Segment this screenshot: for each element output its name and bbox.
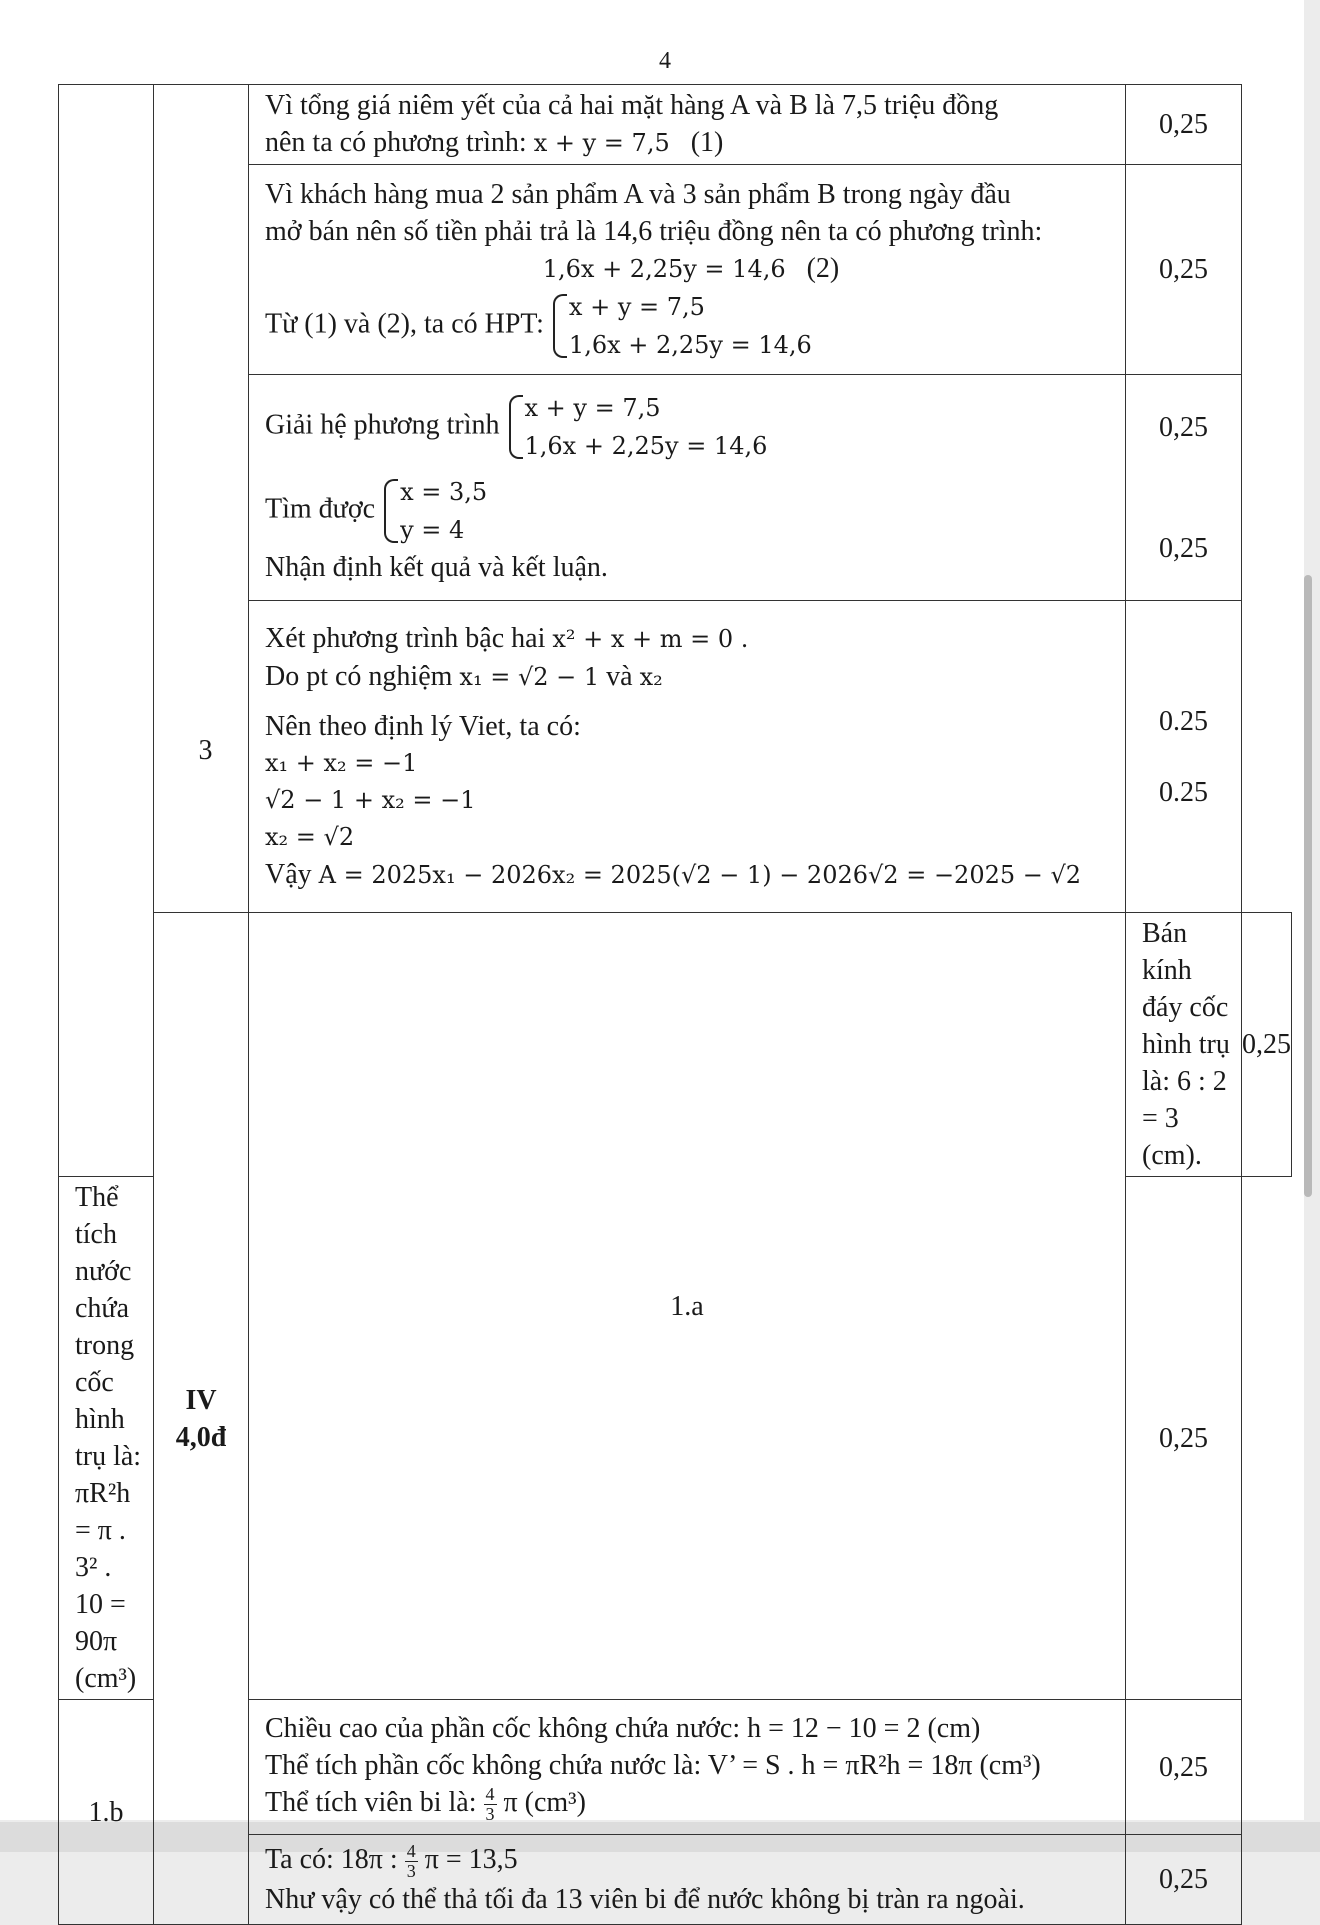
content-line: Thể tích phần cốc không chứa nước là: V’ = S . h = πR²h = 18π (cm³) bbox=[265, 1749, 1041, 1781]
text: Ta có: 18π : bbox=[265, 1843, 398, 1875]
fraction bbox=[405, 1842, 418, 1881]
equation: A = 2025x₁ − 2026x₂ = 2025(√2 − 1) − 2026√2 = −2025 − √2 bbox=[318, 860, 1082, 889]
question-cell bbox=[249, 913, 1126, 1700]
content-line bbox=[265, 389, 1117, 465]
text: Giải hệ phương trình bbox=[265, 409, 500, 441]
content-cell bbox=[59, 1177, 154, 1700]
score-cell bbox=[1126, 85, 1242, 165]
question-label: 1.b bbox=[88, 1796, 124, 1828]
content-line bbox=[265, 856, 1117, 894]
content-line bbox=[265, 124, 1117, 162]
text: π = 13,5 bbox=[424, 1843, 518, 1875]
equation: 1,6x + 2,25y = 14,6 bbox=[542, 254, 786, 283]
section-cell bbox=[154, 913, 249, 1925]
equation: x₂ bbox=[639, 662, 663, 691]
equation: x₁ + x₂ = −1 bbox=[265, 748, 418, 777]
score: 0,25 bbox=[1159, 1864, 1208, 1895]
answer-table bbox=[58, 84, 1292, 1925]
content-cell bbox=[249, 85, 1126, 165]
text: Tìm được bbox=[265, 493, 376, 525]
content-line bbox=[265, 288, 1117, 364]
text: Từ (1) và (2), ta có HPT: bbox=[265, 307, 544, 339]
content-line bbox=[265, 620, 1117, 658]
content-cell bbox=[249, 601, 1126, 913]
text: Vậy bbox=[265, 858, 312, 890]
equation-system bbox=[507, 389, 768, 465]
content-line: Nhận định kết quả và kết luận. bbox=[265, 552, 608, 583]
equation-system bbox=[382, 473, 487, 549]
score: 0,25 bbox=[1159, 1422, 1208, 1454]
score: 0,25 bbox=[1159, 109, 1208, 140]
equation: x₁ = √2 − 1 bbox=[459, 662, 600, 691]
question-cell bbox=[59, 1700, 154, 1925]
score: 0.25 bbox=[1159, 776, 1208, 808]
content-line: Vì tổng giá niêm yết của cả hai mặt hàng A và B là 7,5 triệu đồng bbox=[265, 90, 999, 121]
content-cell bbox=[1126, 913, 1242, 1177]
table-row bbox=[59, 85, 1292, 165]
equation: x² + x + m = 0 . bbox=[552, 624, 749, 653]
fraction-numerator: 4 bbox=[485, 1784, 495, 1805]
scrollbar-thumb[interactable] bbox=[1304, 575, 1312, 1197]
score: 0,25 bbox=[1242, 1029, 1291, 1060]
score-cell bbox=[1126, 165, 1242, 375]
text: π (cm³) bbox=[503, 1786, 586, 1818]
equation: 1,6x + 2,25y = 14,6 bbox=[524, 432, 768, 460]
content-line: (cm³) bbox=[75, 1663, 137, 1694]
score-cell bbox=[1126, 1700, 1242, 1835]
content-line: Thể tích nước chứa trong cốc hình trụ là: πR²h = π . 3² . 10 = 90π bbox=[75, 1182, 142, 1657]
content-line: Chiều cao của phần cốc không chứa nước: h = 12 − 10 = 2 (cm) bbox=[265, 1712, 981, 1744]
text: Thể tích viên bi là: bbox=[265, 1786, 477, 1818]
content-line: Bán kính đáy cốc hình trụ là: 6 : 2 = 3 (cm). bbox=[1142, 918, 1230, 1171]
equation-system bbox=[551, 288, 812, 364]
content-line: mở bán nên số tiền phải trả là 14,6 triệu đồng nên ta có phương trình: bbox=[265, 215, 1043, 247]
equation: √2 − 1 + x₂ = −1 bbox=[265, 785, 476, 814]
equation: x₂ = √2 bbox=[265, 822, 355, 851]
table-row bbox=[59, 913, 1292, 1177]
content-line: Nên theo định lý Viet, ta có: bbox=[265, 710, 581, 742]
content-line bbox=[265, 1784, 1117, 1824]
content-line: Vì khách hàng mua 2 sản phẩm A và 3 sản phẩm B trong ngày đầu bbox=[265, 178, 1011, 210]
score: 0,25 bbox=[1159, 1751, 1208, 1783]
equation: x = 3,5 bbox=[400, 478, 488, 506]
equation-tag: (2) bbox=[806, 252, 840, 284]
content-cell bbox=[249, 165, 1126, 375]
score: 0,25 bbox=[1159, 411, 1208, 443]
equation-tag: (1) bbox=[690, 127, 724, 158]
equation: y = 4 bbox=[400, 516, 465, 544]
score: 0,25 bbox=[1159, 254, 1208, 285]
content-cell bbox=[249, 1700, 1126, 1835]
section-points: 4,0đ bbox=[175, 1421, 227, 1453]
equation: x + y = 7,5 bbox=[524, 394, 661, 422]
text: Do pt có nghiệm bbox=[265, 660, 453, 692]
content-line bbox=[265, 250, 1117, 288]
section-label: IV bbox=[185, 1384, 217, 1416]
content-line bbox=[265, 473, 1117, 549]
equation: x + y = 7,5 bbox=[568, 292, 705, 321]
content-line: Như vậy có thể thả tối đa 13 viên bi để nước không bị tràn ra ngoài. bbox=[265, 1884, 1025, 1916]
equation: x + y = 7,5 bbox=[533, 129, 670, 157]
score-cell bbox=[1126, 1177, 1242, 1700]
question-label-3: 3 bbox=[198, 735, 213, 766]
content-line bbox=[265, 1841, 1117, 1881]
text: Xét phương trình bậc hai bbox=[265, 622, 546, 654]
score-cell bbox=[1126, 1835, 1242, 1925]
fraction-numerator: 4 bbox=[406, 1841, 416, 1862]
question-cell-empty bbox=[154, 85, 249, 913]
fraction-denominator: 3 bbox=[406, 1861, 416, 1882]
content-line bbox=[265, 658, 1117, 696]
score-cell bbox=[1126, 375, 1242, 601]
equation: 1,6x + 2,25y = 14,6 bbox=[568, 330, 812, 359]
question-label: 1.a bbox=[670, 1290, 704, 1322]
fraction bbox=[484, 1785, 497, 1824]
text: và bbox=[606, 660, 633, 692]
content-cell bbox=[249, 1835, 1126, 1925]
fraction-denominator: 3 bbox=[485, 1804, 495, 1825]
score: 0.25 bbox=[1159, 705, 1208, 737]
score-cell bbox=[1126, 601, 1242, 913]
section-cell-empty bbox=[59, 85, 154, 1177]
score: 0,25 bbox=[1159, 532, 1208, 564]
score-cell bbox=[1242, 913, 1292, 1177]
content-cell bbox=[249, 375, 1126, 601]
page-number: 4 bbox=[659, 48, 671, 74]
text: nên ta có phương trình: bbox=[265, 127, 527, 158]
